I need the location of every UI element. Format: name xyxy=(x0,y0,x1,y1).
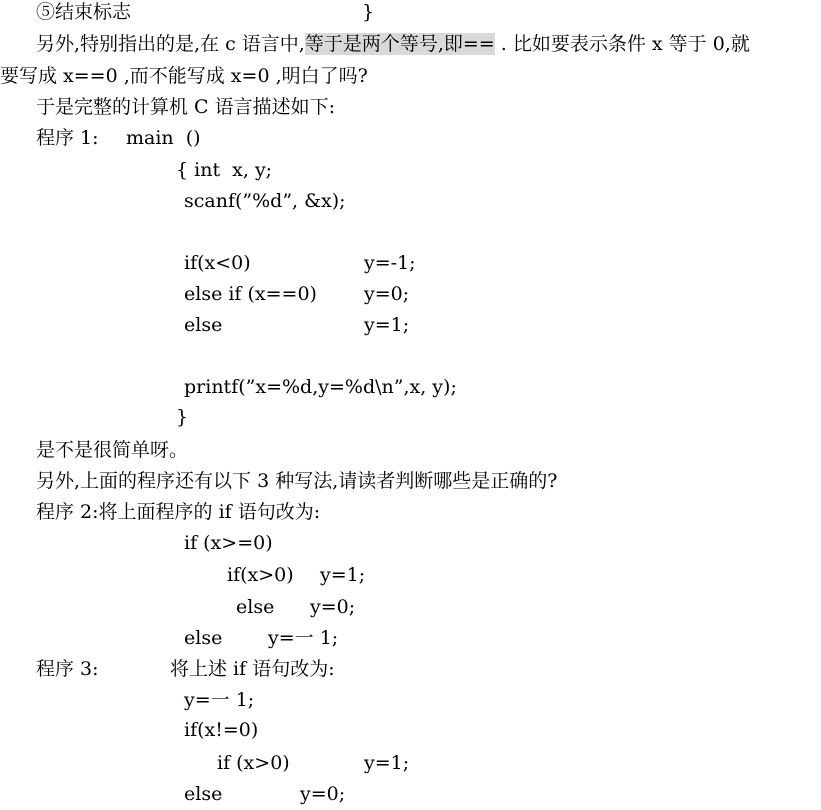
paragraph-text: 程序 2:将上面程序的 if 语句改为: xyxy=(36,501,321,523)
paragraph-text: . 比如要表示条件 x 等于 0,就 xyxy=(494,33,750,55)
code-line: if(x>0) xyxy=(227,564,294,586)
paragraph-text: 另外,上面的程序还有以下 3 种写法,请读者判断哪些是正确的? xyxy=(36,470,558,492)
code-line: if (x>=0) xyxy=(184,532,273,554)
code-line: if(x<0) xyxy=(184,252,251,274)
program-label: 程序 1: xyxy=(36,127,99,149)
code-line: main () xyxy=(126,127,201,149)
paragraph-equality-note xyxy=(36,32,750,56)
code-line: y=-1; xyxy=(364,252,416,274)
code-line: { int x, y; xyxy=(176,159,273,181)
paragraph-text: 将上述 if 语句改为: xyxy=(170,658,335,680)
code-line: else xyxy=(236,596,275,618)
code-line: y=1; xyxy=(364,752,410,774)
closing-brace: } xyxy=(362,1,375,23)
highlighted-text: 等于是两个等号,即== xyxy=(304,33,495,55)
code-line: y=一 1; xyxy=(184,689,255,711)
paragraph-text: 要写成 x==0 ,而不能写成 x=0 ,明白了吗? xyxy=(0,65,368,87)
paragraph-text: 另外,特别指出的是,在 c 语言中, xyxy=(36,33,305,55)
code-line: } xyxy=(176,406,189,428)
code-line: y=1; xyxy=(364,314,410,336)
step-five-end-marker: ⑤结束标志 xyxy=(36,1,132,23)
code-line: else xyxy=(184,627,223,649)
paragraph-text: 是不是很简单呀。 xyxy=(36,439,189,461)
code-line: scanf(”%d”, &x); xyxy=(184,190,346,212)
code-line: else if (x==0) xyxy=(184,283,317,305)
code-line: printf(”x=%d,y=%d\n”,x, y); xyxy=(184,376,457,398)
code-line: if(x!=0) xyxy=(184,719,259,741)
code-line: if (x>0) xyxy=(217,752,290,774)
code-line: y=1; xyxy=(320,564,366,586)
code-line: y=0; xyxy=(310,596,356,618)
paragraph-text: 于是完整的计算机 C 语言描述如下: xyxy=(36,96,336,118)
code-line: else xyxy=(184,783,223,805)
code-line: y=一 1; xyxy=(268,627,339,649)
code-line: y=0; xyxy=(364,283,410,305)
code-line: y=0; xyxy=(300,783,346,805)
program-label: 程序 3: xyxy=(36,658,99,680)
code-line: else xyxy=(184,314,223,336)
